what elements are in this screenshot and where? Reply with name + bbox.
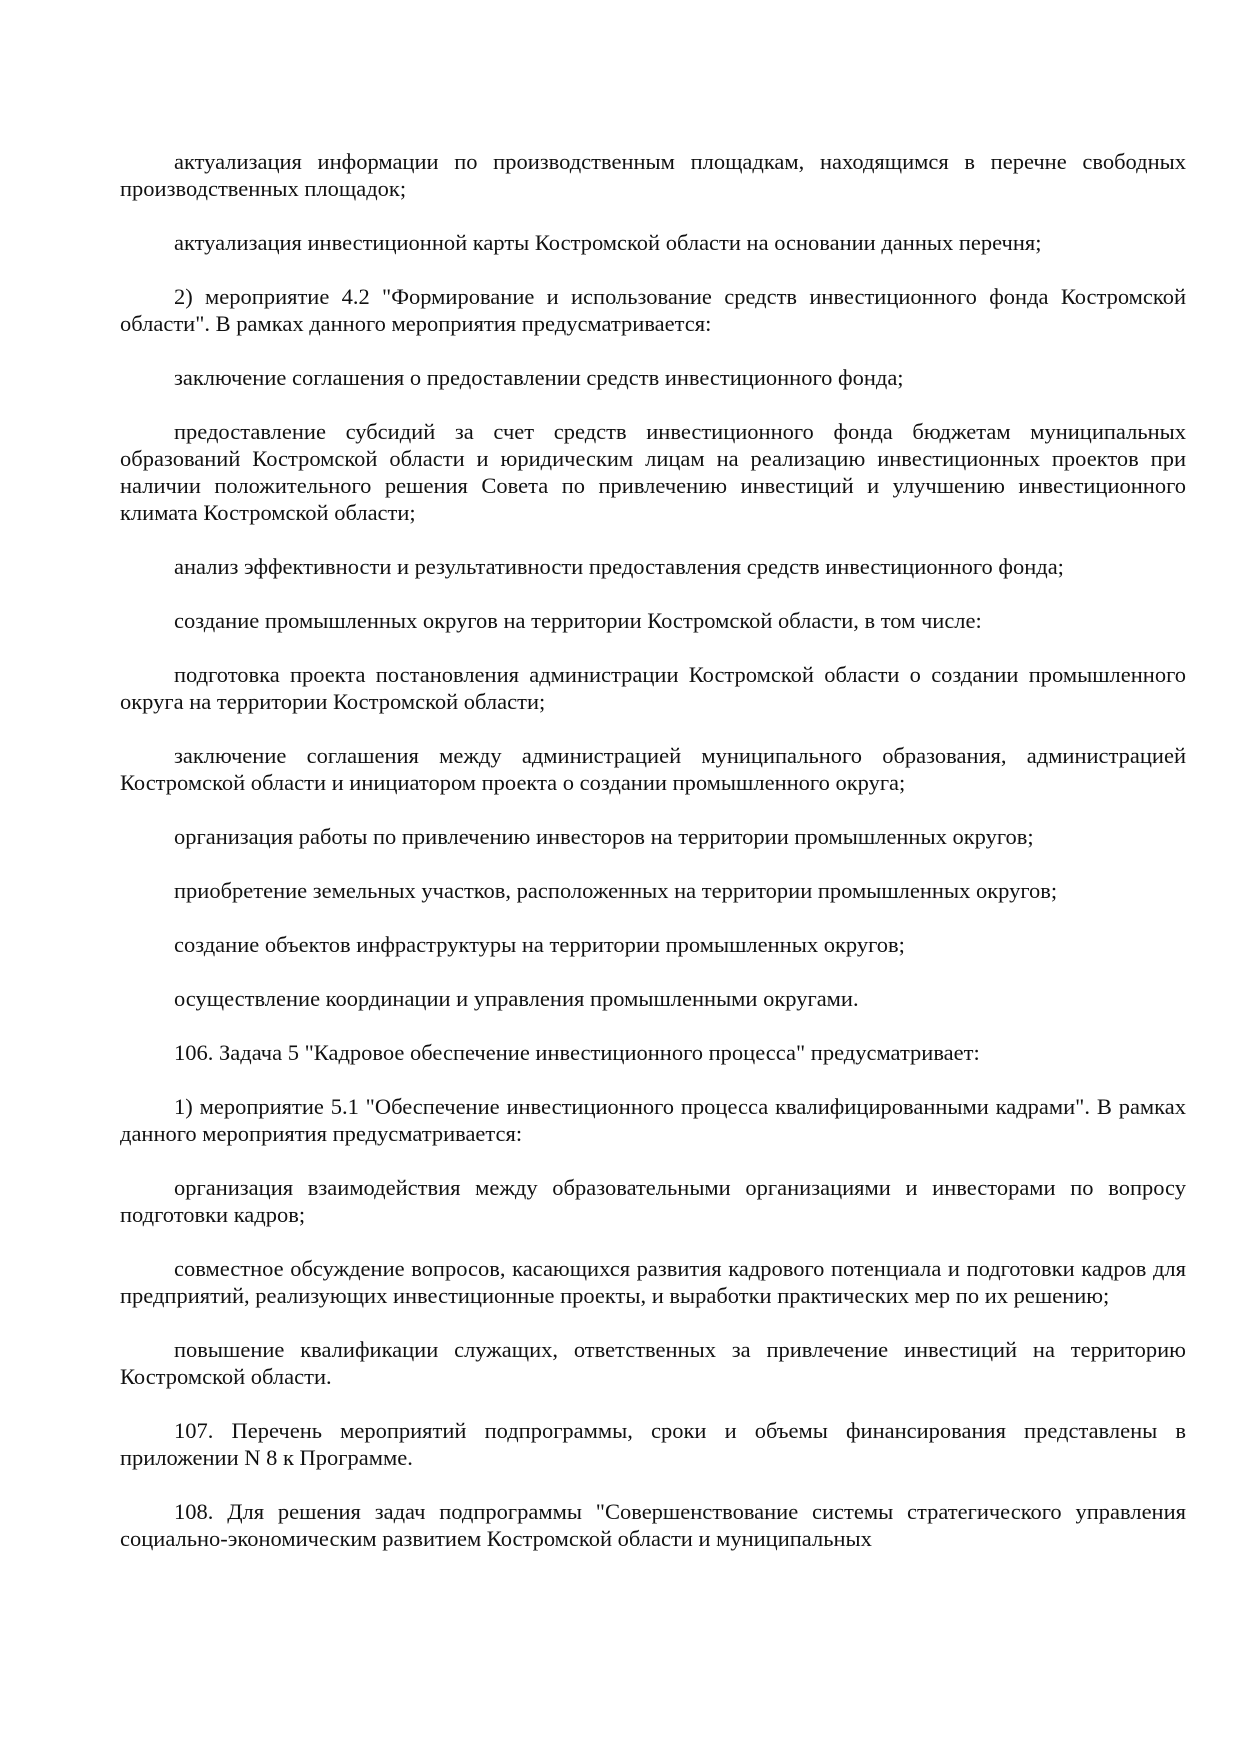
paragraph-investment-map-update: актуализация инвестиционной карты Костромской области на основании данных перечня;	[174, 230, 1042, 255]
paragraph-fund-agreement: заключение соглашения о предоставлении средств инвестиционного фонда;	[174, 365, 904, 390]
paragraph-108: 108. Для решения задач подпрограммы "Совершенствование системы стратегического управления социально-экономическим развитием Костромской области и муниципальных	[120, 1499, 1186, 1551]
paragraph-infrastructure: создание объектов инфраструктуры на территории промышленных округов;	[174, 932, 905, 957]
paragraph-task-5: 106. Задача 5 "Кадровое обеспечение инвестиционного процесса" предусматривает:	[174, 1040, 980, 1065]
paragraph-fund-efficiency-analysis: анализ эффективности и результативности предоставления средств инвестиционного фонда;	[174, 554, 1064, 579]
paragraph-district-agreement: заключение соглашения между администрацией муниципального образования, администрацией Костромской области и инициатором проекта о создании промышленного округа;	[120, 743, 1186, 795]
paragraph-resolution-draft: подготовка проекта постановления администрации Костромской области о создании промышленного округа на территории Костромской области;	[120, 662, 1186, 714]
paragraph-education-cooperation: организация взаимодействия между образовательными организациями и инвесторами по вопросу подготовки кадров;	[120, 1175, 1186, 1227]
paragraph-land-acquisition: приобретение земельных участков, расположенных на территории промышленных округов;	[174, 878, 1058, 903]
paragraph-measure-4-2: 2) мероприятие 4.2 "Формирование и использование средств инвестиционного фонда Костромской области". В рамках данного мероприятия предусматривается:	[120, 284, 1186, 336]
paragraph-subsidies: предоставление субсидий за счет средств инвестиционного фонда бюджетам муниципальных образований Костромской области и юридическим лицам на реализацию инвестиционных проектов при наличии положительного решения Совета по привлечению инвестиций и улучшению инвестиционного климата Костромской области;	[120, 419, 1186, 525]
document-page	[120, 148, 1186, 1579]
paragraph-joint-discussion: совместное обсуждение вопросов, касающихся развития кадрового потенциала и подготовки кадров для предприятий, реализующих инвестиционные проекты, и выработки практических мер по их решению;	[120, 1256, 1186, 1308]
paragraph-industrial-districts: создание промышленных округов на территории Костромской области, в том числе:	[174, 608, 982, 633]
paragraph-site-info-update: актуализация информации по производственным площадкам, находящимся в перечне свободных производственных площадок;	[120, 149, 1186, 201]
paragraph-measure-5-1: 1) мероприятие 5.1 "Обеспечение инвестиционного процесса квалифицированными кадрами". В рамках данного мероприятия предусматривается:	[120, 1094, 1186, 1146]
paragraph-district-management: осуществление координации и управления промышленными округами.	[174, 986, 859, 1011]
paragraph-investor-attraction: организация работы по привлечению инвесторов на территории промышленных округов;	[174, 824, 1034, 849]
paragraph-qualification-training: повышение квалификации служащих, ответственных за привлечение инвестиций на территорию Костромской области.	[120, 1337, 1186, 1389]
paragraph-107: 107. Перечень мероприятий подпрограммы, сроки и объемы финансирования представлены в приложении N 8 к Программе.	[120, 1418, 1186, 1470]
